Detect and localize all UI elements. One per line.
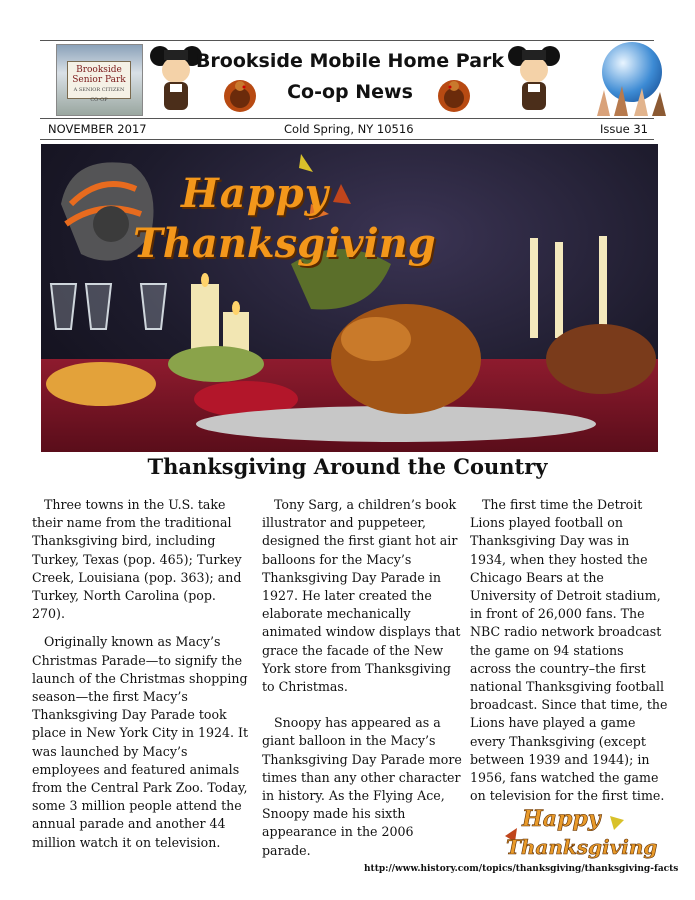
peas-dish [168, 346, 264, 382]
candle-icon [191, 284, 219, 354]
article-paragraph: Snoopy has appeared as a giant balloon in the Macy’s Thanksgiving Day Parade more times than any other character in history. As the Flying Ace, Snoopy made his sixth appearance in the 2006 parade. [262, 715, 462, 858]
article-column-1 [32, 496, 250, 862]
dateline-bottom-rule [40, 139, 654, 140]
park-sign-text: Brookside Senior Park [72, 65, 126, 85]
park-sign-image [56, 44, 143, 116]
masthead-title-line2: Co-op News [287, 81, 413, 103]
candle-icon [530, 238, 538, 338]
stuffing-dish [46, 362, 156, 406]
article-paragraph: The first time the Detroit Lions played football on Thanksgiving Day was in 1934, when they hosted the Chicago Bears at the University of Detroit stadium, in front of 26,000 fans. The NBC radio network broadcast the game on 94 stations across the country–the first national Thanksgiving football broadcast. Since that time, the Lions have played a game every Thanksgiving (except between 1939 and 1944); in 1956, fans watched the game on television for the first time. [470, 497, 668, 804]
article-paragraph: Tony Sarg, a children’s book illustrator and puppeteer, designed the first giant hot air balloons for the Macy’s Thanksgiving Day Parade in 1927. He later created the elaborate mechanically animated window displays that grace the facade of the New York store from Thanksgiving to Christmas. [262, 497, 461, 695]
candle-icon [555, 242, 563, 338]
hero-thanksgiving-text: Thanksgiving [133, 220, 436, 267]
hands-icon [592, 80, 672, 116]
hero-happy-text: Happy [181, 170, 329, 217]
article-column-2 [262, 496, 462, 870]
dateline [48, 122, 648, 140]
happy-thanksgiving-graphic [500, 796, 658, 866]
issue-date: NOVEMBER 2017 [48, 122, 147, 136]
article-paragraph: Originally known as Macy’s Christmas Parade—to signify the launch of the Christmas shopping season—the first Macy’s Thanksgiving Day Parade took place in New York City in 1924. It was launched by Macy’s employees and featured animals from the Central Park Zoo. Today, some 3 million people attend the annual parade and another 44 million watch it on television. [32, 634, 249, 850]
top-rule [40, 40, 654, 41]
park-sign [67, 61, 131, 103]
article-headline: Thanksgiving Around the Country [147, 454, 548, 479]
turkey-icon [432, 72, 476, 116]
masthead [40, 42, 654, 118]
small-happy-text: Happy [522, 806, 601, 832]
source-link[interactable]: http://www.history.com/topics/thanksgiving/thanksgiving-facts [364, 864, 679, 874]
masthead-title-line1: Brookside Mobile Home Park [195, 50, 505, 72]
roast-meat [546, 324, 656, 394]
issue-number: Issue 31 [599, 122, 648, 136]
wine-glass-icon [51, 284, 166, 329]
masthead-bottom-rule [40, 118, 654, 119]
thanksgiving-feast-image [41, 144, 658, 452]
candle-icon [599, 236, 607, 336]
pilgrim-mouse-icon [504, 44, 564, 114]
feast-illustration [41, 144, 658, 452]
park-sign-subtext: A SENIOR CITIZEN CO-OP [73, 87, 125, 103]
article-column-3 [470, 496, 668, 815]
roast-turkey [331, 304, 481, 414]
article-paragraph: Three towns in the U.S. take their name from the traditional Thanksgiving bird, including Turkey, Texas (pop. 465); Turkey Creek, Louisiana (pop. 363); and Turkey, North Carolina (pop. 270). [32, 497, 242, 622]
small-thanksgiving-text: Thanksgiving [506, 835, 658, 859]
issue-location: Cold Spring, NY 10516 [284, 122, 414, 136]
